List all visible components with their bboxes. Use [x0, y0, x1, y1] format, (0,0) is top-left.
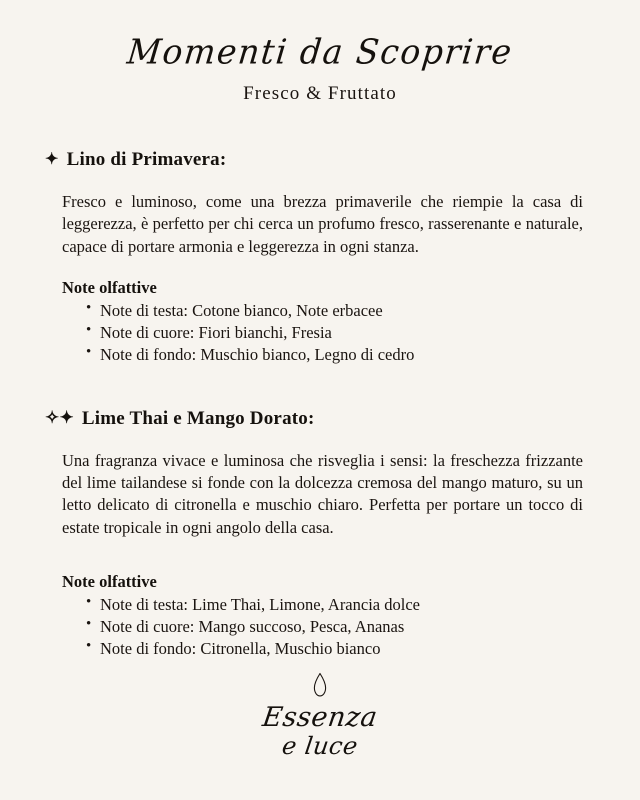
brand-footer	[0, 672, 640, 758]
brand-name-line2: e luce	[280, 732, 360, 760]
section-description: Una fragranza vivace e luminosa che risveglia i sensi: la freschezza frizzante del lime tailandese si fonde con la dolcezza cremosa del mango maturo, su un letto delicato di citronella e muschio chiaro. Perfetta per portare un tocco di estate tropicale in ogni angolo della casa.	[62, 450, 583, 537]
document-header	[0, 0, 640, 105]
document-body	[0, 149, 640, 660]
section-heading	[45, 408, 583, 430]
list-item: • Note di cuore: Fiori bianchi, Fresia	[86, 322, 583, 344]
notes-title: Note olfattive	[62, 572, 157, 592]
list-item: • Note di fondo: Citronella, Muschio bianco	[86, 638, 583, 660]
brand-name	[0, 704, 640, 758]
section-description: Fresco e luminoso, come una brezza primaverile che riempie la casa di leggerezza, è perfetto per chi cerca un profumo fresco, rasserenante e naturale, capace di portare armonia e leggerezza in ogni stanza.	[62, 191, 583, 256]
sparkle-icon: ✦	[45, 150, 59, 168]
olfactory-notes-list	[45, 594, 583, 659]
fragrance-section-lino-di-primavera	[45, 149, 583, 366]
list-item: • Note di fondo: Muschio bianco, Legno di cedro	[86, 344, 583, 366]
section-heading-label: Lino di Primavera:	[66, 148, 227, 170]
page-subtitle: Fresco & Fruttato	[243, 82, 397, 104]
olfactory-notes-list	[45, 300, 583, 365]
notes-title: Note olfattive	[62, 278, 157, 298]
list-item: • Note di testa: Cotone bianco, Note erbacee	[86, 300, 583, 322]
section-heading-label: Lime Thai e Mango Dorato:	[81, 407, 315, 429]
page-title: Momenti da Scoprire	[125, 31, 515, 72]
brand-name-line1: Essenza	[260, 702, 380, 733]
list-item: • Note di cuore: Mango succoso, Pesca, Ananas	[86, 616, 583, 638]
fragrance-section-lime-thai-e-mango-dorato	[45, 408, 583, 660]
list-item: • Note di testa: Lime Thai, Limone, Arancia dolce	[86, 594, 583, 616]
flame-icon	[311, 672, 329, 702]
double-sparkle-icon: ✧✦	[45, 407, 74, 427]
section-heading	[45, 149, 583, 171]
